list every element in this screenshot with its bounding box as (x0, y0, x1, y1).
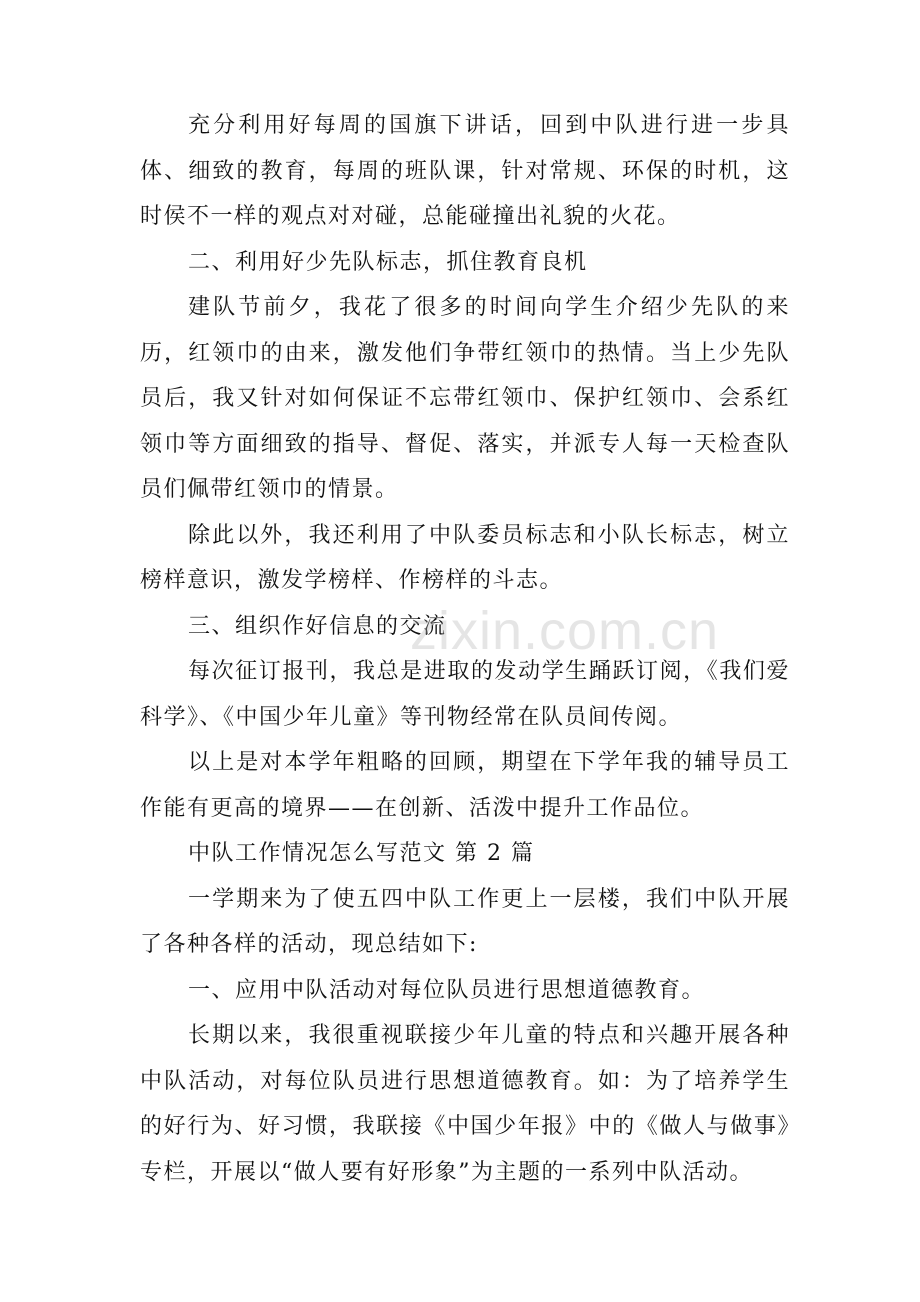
paragraph-subscriptions: 每次征订报刊，我总是进取的发动学生踊跃订阅，《我们爱科学》、《中国少年儿童》等刊物经常在队员间传阅。 (140, 659, 790, 730)
paragraph-red-scarf: 建队节前夕，我花了很多的时间向学生介绍少先队的来历，红领巾的由来，激发他们争带红领巾的热情。当上少先队员后，我又针对如何保证不忘带红领巾、保护红领巾、会系红领巾等方面细致的指导、督促、落实，并派专人每一天检查队员们佩带红领巾的情景。 (140, 295, 790, 502)
section-heading-3: 三、组织作好信息的交流 (188, 613, 447, 639)
paragraph-intro-2: 一学期来为了使五四中队工作更上一层楼，我们中队开展了各种各样的活动，现总结如下: (140, 886, 790, 957)
section-heading-1: 一、应用中队活动对每位队员进行思想道德教育。 (188, 977, 706, 1003)
watermark: zixin.com.cn (410, 601, 720, 661)
paragraph-review: 以上是对本学年粗略的回顾，期望在下学年我的辅导员工作能有更高的境界——在创新、活泼中提升工作品位。 (140, 750, 790, 821)
paragraph-flag-speech: 充分利用好每周的国旗下讲话，回到中队进行进一步具体、细致的教育，每周的班队课，针对常规、环保的时机，这时侯不一样的观点对对碰，总能碰撞出礼貌的火花。 (140, 113, 790, 229)
paragraph-role-models: 除此以外，我还利用了中队委员标志和小队长标志，树立榜样意识，激发学榜样、作榜样的斗志。 (140, 522, 790, 593)
document-body (140, 103, 790, 1195)
paragraph-moral-education: 长期以来，我很重视联接少年儿童的特点和兴趣开展各种中队活动，对每位队员进行思想道德教育。如：为了培养学生的好行为、好习惯，我联接《中国少年报》中的《做人与做事》专栏，开展以“做人要有好形象”为主题的一系列中队活动。 (140, 1023, 790, 1185)
article-title-2: 中队工作情况怎么写范文 第 2 篇 (188, 841, 535, 866)
section-heading-2: 二、利用好少先队标志，抓住教育良机 (188, 249, 588, 275)
